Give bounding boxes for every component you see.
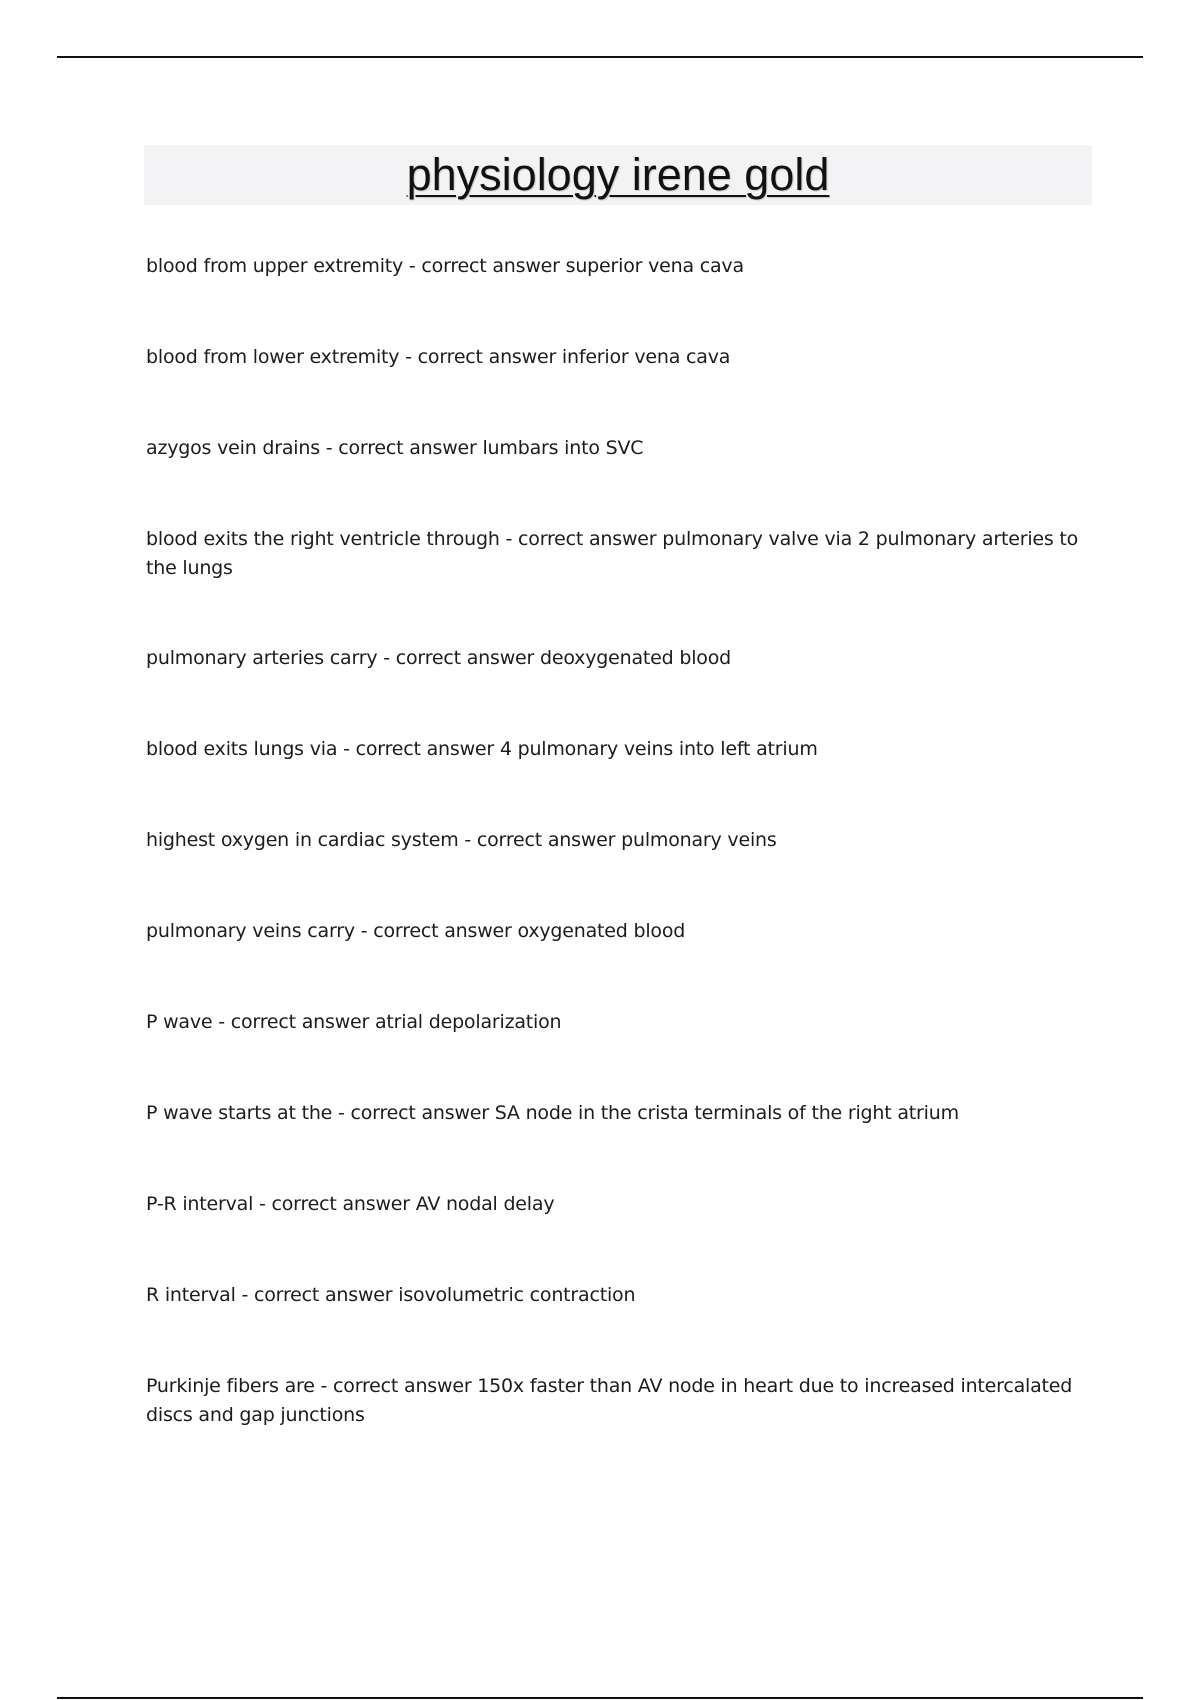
title-band [144, 145, 1092, 205]
flashcard-entry: P-R interval - correct answer AV nodal delay [146, 1193, 555, 1215]
flashcard-entry: blood exits the right ventricle through - correct answer pulmonary valve via 2 pulmonary arteries to the lungs [146, 528, 1079, 579]
flashcard-entry: P wave - correct answer atrial depolarization [146, 1011, 562, 1033]
flashcard-entry: blood from lower extremity - correct answer inferior vena cava [146, 346, 731, 368]
top-rule [57, 56, 1143, 58]
flashcard-entry: blood from upper extremity - correct answer superior vena cava [146, 255, 744, 277]
flashcard-entry: Purkinje fibers are - correct answer 150x faster than AV node in heart due to increased intercalated discs and gap junctions [146, 1375, 1073, 1426]
flashcard-entry: highest oxygen in cardiac system - correct answer pulmonary veins [146, 829, 777, 851]
flashcard-entry: P wave starts at the - correct answer SA node in the crista terminals of the right atrium [146, 1102, 959, 1124]
flashcard-entry: R interval - correct answer isovolumetric contraction [146, 1284, 636, 1306]
flashcard-entry: azygos vein drains - correct answer lumbars into SVC [146, 437, 644, 459]
flashcard-entry: blood exits lungs via - correct answer 4 pulmonary veins into left atrium [146, 738, 818, 760]
flashcard-entry: pulmonary veins carry - correct answer oxygenated blood [146, 920, 686, 942]
document-title: physiology irene gold [406, 149, 830, 200]
flashcard-entry: pulmonary arteries carry - correct answer deoxygenated blood [146, 647, 731, 669]
bottom-rule [57, 1697, 1143, 1699]
